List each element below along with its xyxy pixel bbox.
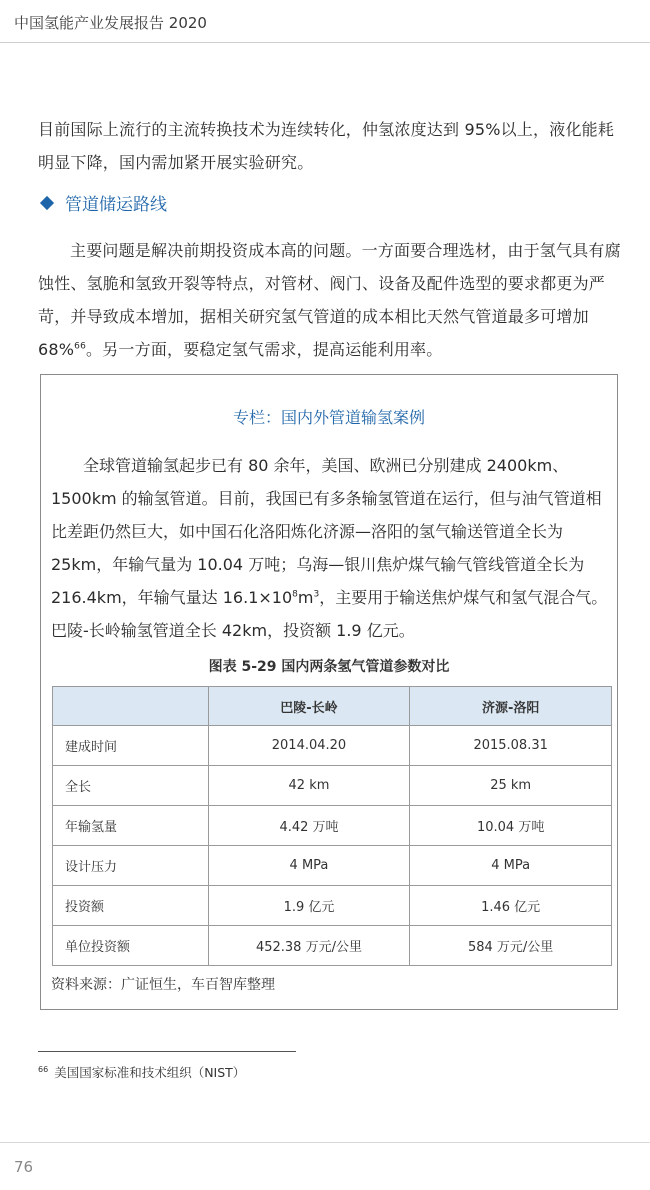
table-row — [53, 886, 612, 926]
table-row-label: 投资额 — [53, 886, 209, 926]
footnote-divider — [38, 1051, 296, 1052]
box-text-part-c: ，主要用于输送焦炉煤气和氢气混合气。巴陵-长岭输氢管道全长 42km，投资额 1.9 亿元。 — [51, 588, 608, 640]
table-cell: 4 MPa — [208, 846, 410, 886]
footnote-text: 美国国家标准和技术组织（NIST） — [54, 1065, 246, 1080]
table-row-label: 单位投资额 — [53, 926, 209, 966]
table-row-label: 建成时间 — [53, 726, 209, 766]
table-row — [53, 766, 612, 806]
unit-m: m — [297, 588, 314, 607]
table-cell: 42 km — [208, 766, 410, 806]
table-cell: 2015.08.31 — [410, 726, 612, 766]
paragraph-liquefaction: 目前国际上流行的主流转换技术为连续转化，仲氢浓度达到 95%以上，液化能耗明显下降，国内需加紧开展实验研究。 — [38, 120, 615, 172]
table-cell: 1.9 亿元 — [208, 886, 410, 926]
header-divider — [0, 42, 650, 43]
table-source-note: 资料来源：广证恒生，车百智库整理 — [51, 977, 275, 993]
table-cell: 584 万元/公里 — [410, 926, 612, 966]
table-caption: 图表 5-29 国内两条氢气管道参数对比 — [208, 659, 450, 675]
paragraph-pipeline-issues — [38, 234, 628, 366]
section-heading-pipeline — [38, 190, 167, 215]
page-number: 76 — [14, 1158, 34, 1176]
table-header-baling-changling: 巴陵-长岭 — [208, 687, 410, 726]
table-row-label: 全长 — [53, 766, 209, 806]
box-paragraph — [51, 449, 611, 647]
exponent-8: 8 — [292, 589, 298, 600]
pipeline-comparison-table — [52, 686, 612, 966]
table-row — [53, 806, 612, 846]
page-header-title: 中国氢能产业发展报告 2020 — [14, 14, 207, 32]
box-text-part-a: 全球管道输氢起步已有 80 余年，美国、欧洲已分别建成 2400km、1500km 的输氢管道。目前，我国已有多条输氢管道在运行，但与油气管道相比差距仍然巨大，如中国石化洛阳炼化济源—洛阳的氢气输送管道全长为 25km，年输气量为 10.04 万吨；乌海—银川焦炉煤气输气管线管道全长为 216.4km，年输气量达 16.1×10 — [51, 456, 602, 607]
footer-divider — [0, 1142, 650, 1143]
paragraph-text-part1: 主要问题是解决前期投资成本高的问题。一方面要合理选材，由于氢气具有腐蚀性、氢脆和氢致开裂等特点，对管材、阀门、设备及配件选型的要求都更为严苛，并导致成本增加，据相关研究氢气管道的成本相比天然气管道最多可增加 68% — [38, 241, 621, 359]
table-cell: 10.04 万吨 — [410, 806, 612, 846]
table-row-label: 设计压力 — [53, 846, 209, 886]
table-cell: 452.38 万元/公里 — [208, 926, 410, 966]
diamond-bullet-icon — [40, 195, 54, 209]
table-cell: 2014.04.20 — [208, 726, 410, 766]
table-row — [53, 726, 612, 766]
box-title: 专栏：国内外管道输氢案例 — [232, 408, 425, 427]
exponent-3: 3 — [313, 589, 320, 600]
table-cell: 1.46 亿元 — [410, 886, 612, 926]
table-row-label: 年输氢量 — [53, 806, 209, 846]
table-cell: 25 km — [410, 766, 612, 806]
table-row — [53, 926, 612, 966]
table-header-row — [53, 687, 612, 726]
footnote-reference[interactable]: 66 — [74, 341, 87, 352]
footnote — [38, 1063, 245, 1081]
table-row — [53, 846, 612, 886]
table-header-empty — [53, 687, 209, 726]
table-cell: 4.42 万吨 — [208, 806, 410, 846]
case-study-box — [40, 374, 618, 1010]
paragraph-text-part2: 。另一方面，要稳定氢气需求，提高运能利用率。 — [86, 340, 443, 359]
table-cell: 4 MPa — [410, 846, 612, 886]
section-heading-text: 管道储运路线 — [65, 195, 167, 215]
footnote-number: 66 — [38, 1064, 49, 1074]
table-header-jiyuan-luoyang: 济源-洛阳 — [410, 687, 612, 726]
